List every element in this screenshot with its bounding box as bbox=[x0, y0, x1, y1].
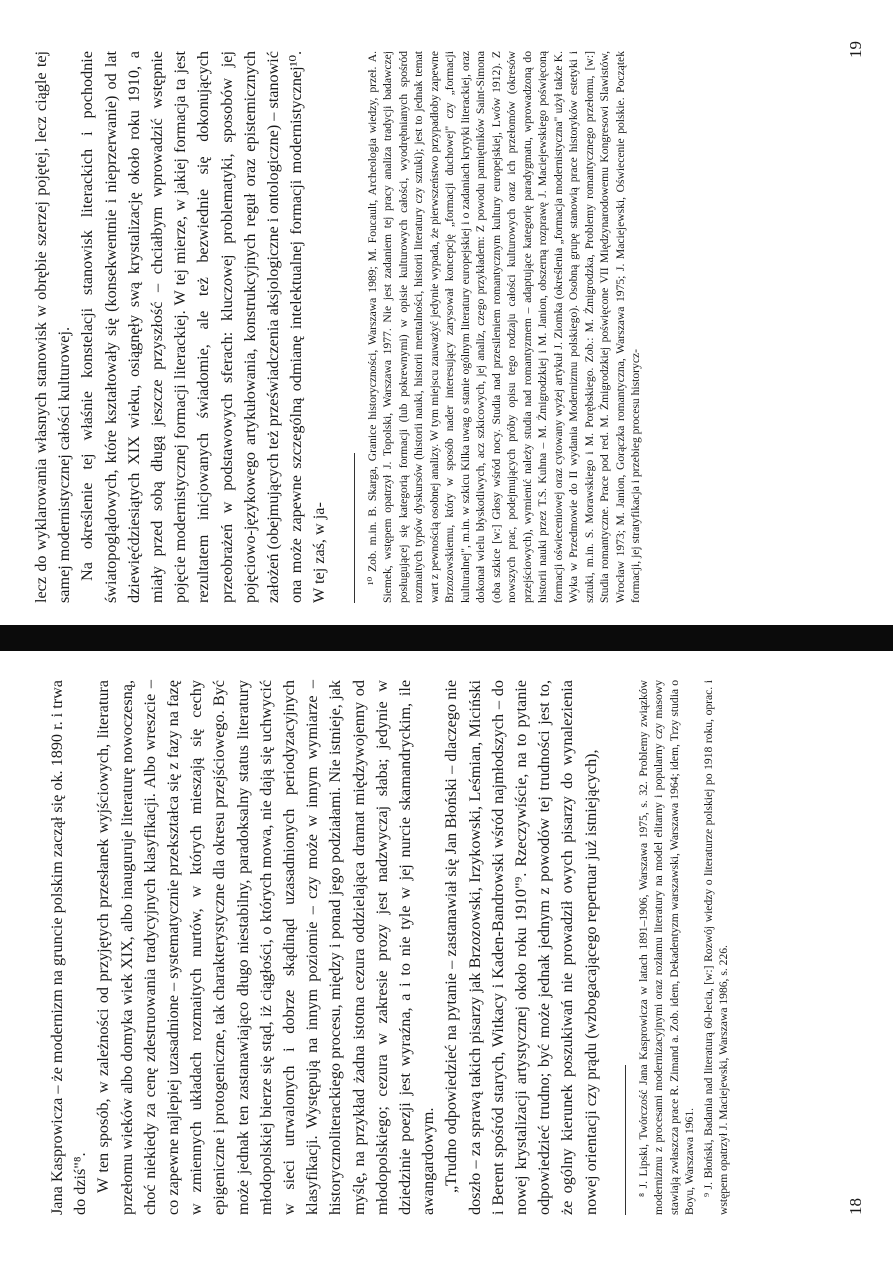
right-paragraph-1: lecz do wyklarowania własnych stanowisk w obrębie szerzej pojętej, lecz ciągle tej samej modernistycznej całości kulturowej. bbox=[32, 51, 74, 603]
right-paragraph-2: Na określenie tej właśnie konstelacji stanowisk literackich i pochodnie światopoglądowych, które kształtowały się (konsekwentnie i nieprzerwanie) od lat dziewięćdziesiątych XIX wieku, osiągnęły swą krystalizację około roku 1910, a miały przed sobą długą jeszcze przyszłość – chciałbym wprowadzić wstępnie pojęcie modernistycznej formacji literackiej. W tej mierze, w jakiej formacja ta jest rezultatem inicjowanych świadomie, ale też bezwiednie się dokonujących przeobrażeń w podstawowych sferach: kluczowej problematyki, sposobów jej pojęciowo-językowego artykułowania, konstrukcyjnych reguł oraz epistemicznych założeń (obejmujących też przeświadczenia aksjologiczne i ontologiczne) – stanowić ona może zapewne szczególną odmianę intelektualnej formacji modernistycznej¹⁰. W tej zaś, w ja- bbox=[78, 51, 329, 603]
footnote-divider bbox=[354, 453, 355, 603]
right-page-body bbox=[30, 51, 647, 603]
left-page-body bbox=[46, 680, 735, 1215]
right-page bbox=[0, 0, 893, 613]
left-footnotes bbox=[636, 680, 732, 1215]
book-binding-gutter bbox=[0, 625, 893, 651]
footnote-9: ⁹ J. Błoński, Badania nad literaturą 60-lecia, [w:] Rozwój wiedzy o literaturze polskiej po 1918 roku, oprac. i wstępem opatrzył J. Maciejewski, Warszawa 1986, s. 226. bbox=[701, 680, 731, 1215]
right-footnotes bbox=[365, 51, 644, 603]
left-paragraph-2: W ten sposób, w zależności od przyjętych przesłanek wyjściowych, literatura przełomu wieków albo domyka wiek XIX, albo inauguruje literaturę nowoczesną, choć niekiedy za cenę zdestruowania tradycyjnych klasyfikacji. Albo wreszcie – co zapewne najlepiej uzasadnione – systematycznie przekształca się z fazy na fazę w zmiennych układach rozmaitych nurtów, w których mieszają się cechy epigeniczne i protogeniczne, tak charakterystyczne dla okresu przejściowego. Być może jednak ten zastanawiająco długo niestabilny, paradoksalny status literatury młodopolskiej bierze się stąd, iż ciągłości, o których mowa, nie dają się uchwycić w sieci utrwalonych i dobrze skądinąd uzasadnionych periodyzacyjnych klasyfikacji. Występują na innym poziomie – czy może w innym wymiarze – historycznoliterackiego procesu, między i ponad jego podziałami. Nie istnieje, jak myślę, na przykład żadna istotna cezura oddzielająca dramat międzywojenny od młodopolskiego; cezura w zakresie prozy jest nadzwyczaj słaba; jedynie w dziedzinie poezji jest wyraźna, a i to nie tyle w jej nurcie skamandryckim, ile awangardowym. bbox=[94, 680, 438, 1215]
page-number-left: 18 bbox=[846, 1198, 865, 1215]
footnote-8: ⁸ J. Lipski, Twórczość Jana Kasprowicza w latach 1891–1906, Warszawa 1975, s. 32. Problemy związków modernizmu z procesami modernizacyjnymi oraz rozłamu literatury na model elitarny i popularny czy masowy stawiają zwłaszcza prace R. Zimand a. Zob. idem, Dekadentyzm warszawski, Warszawa 1964; idem, Trzy studia o Boyu, Warszawa 1961. bbox=[636, 680, 697, 1215]
footnote-10: ¹⁰ Zob. m.in. B. Skarga, Granice historyczności, Warszawa 1989; M. Foucault, Archeologia wiedzy, przeł. A. Siemek, wstępem opatrzył J. Topolski, Warszawa 1977. Nie jest zadaniem tej pracy analiza tradycji badawczej posługującej się kategorią formacji (lub pokrewnymi) w opisie kulturowych całości, wyodrębnianych spośród rozmaitych typów dyskursów (historii nauki, historii mentalności, historii literatury czy sztuki); jest to jednak temat wart z pewnością osobnej analizy. W tym miejscu zauważyć jedynie wypada, że pierwszeństwo przypadłoby zapewne Brzozowskiemu, który w sposób nader interesujący zarysował koncepcję „formacji duchowej" czy „formacji kulturalnej", m.in. w szkicu Kilka uwag o stanie ogólnym literatury europejskiej i o zadaniach krytyki literackiej, oraz dokonał wielu błyskotliwych, acz szkicowych, jej analiz, czego przykładem: Z powodu pamiętników Saint-Simona (oba szkice [w:] Głosy wśród nocy. Studia nad przesileniem romantycznym kultury europejskiej, Lwów 1912). Z nowszych prac, podejmujących próby opisu tego rodzaju całości kulturowych oraz ich przełomów (okresów przejściowych), wymienić należy studia nad romantyzmem – adaptujące kategorię paradygmatu, wprowadzoną do historii nauki przez T.S. Kuhna – M. Żmigrodzkiej i M. Janion, obszerną rozprawę J. Maciejewskiego poświęconą formacji oświeceniowej oraz cytowany wyżej artykuł J. Ziomka (określenia „formacja modernistyczna" użył także K. Wyka w Przedmowie do II wydania Modernizmu polskiego). Osobną grupę stanowią prace historyków estetyki i sztuki, m.in. S. Morawskiego i M. Porębskiego. Zob.: M. Żmigrodzka, Problemy romantycznego przełomu, [w:] Studia romantyczne. Prace pod red. M. Żmigrodzkiej poświęcone VII Międzynarodowemu Kongresowi Slawistów, Wrocław 1973; M. Janion, Gorączka romantyczna, Warszawa 1975; J. Maciejewski, Oświecenie polskie. Początek formacji, jej stratyfikacja i przebieg procesu historycz- bbox=[365, 51, 643, 603]
page-number-right: 19 bbox=[846, 41, 865, 58]
left-page bbox=[0, 653, 893, 1263]
footnote-divider bbox=[625, 1065, 626, 1215]
left-paragraph-3: „Trudno odpowiedzieć na pytanie – zastanawiał się Jan Błoński – dlaczego nie doszło – za sprawą takich pisarzy jak Brzozowski, Irzykowski, Leśmian, Miciński i Berent spośród starych, Witkacy i Kaden-Bandrowski wśród najmłodszych – do nowej krystalizacji artystycznej około roku 1910"⁹. Rzeczywiście, na to pytanie odpowiedzieć trudno; być może jednak jednym z powodów tej trudności jest to, że ogólny kierunek poszukiwań nie prowadził owych pisarzy do wynalezienia nowej orientacji czy prądu (wzbogacającego repertuar już istniejących), bbox=[442, 680, 600, 1215]
left-paragraph-1: Jana Kasprowicza – że modernizm na gruncie polskim zaczął się ok. 1890 r. i trwa do dziś"⁸. bbox=[48, 680, 90, 1215]
